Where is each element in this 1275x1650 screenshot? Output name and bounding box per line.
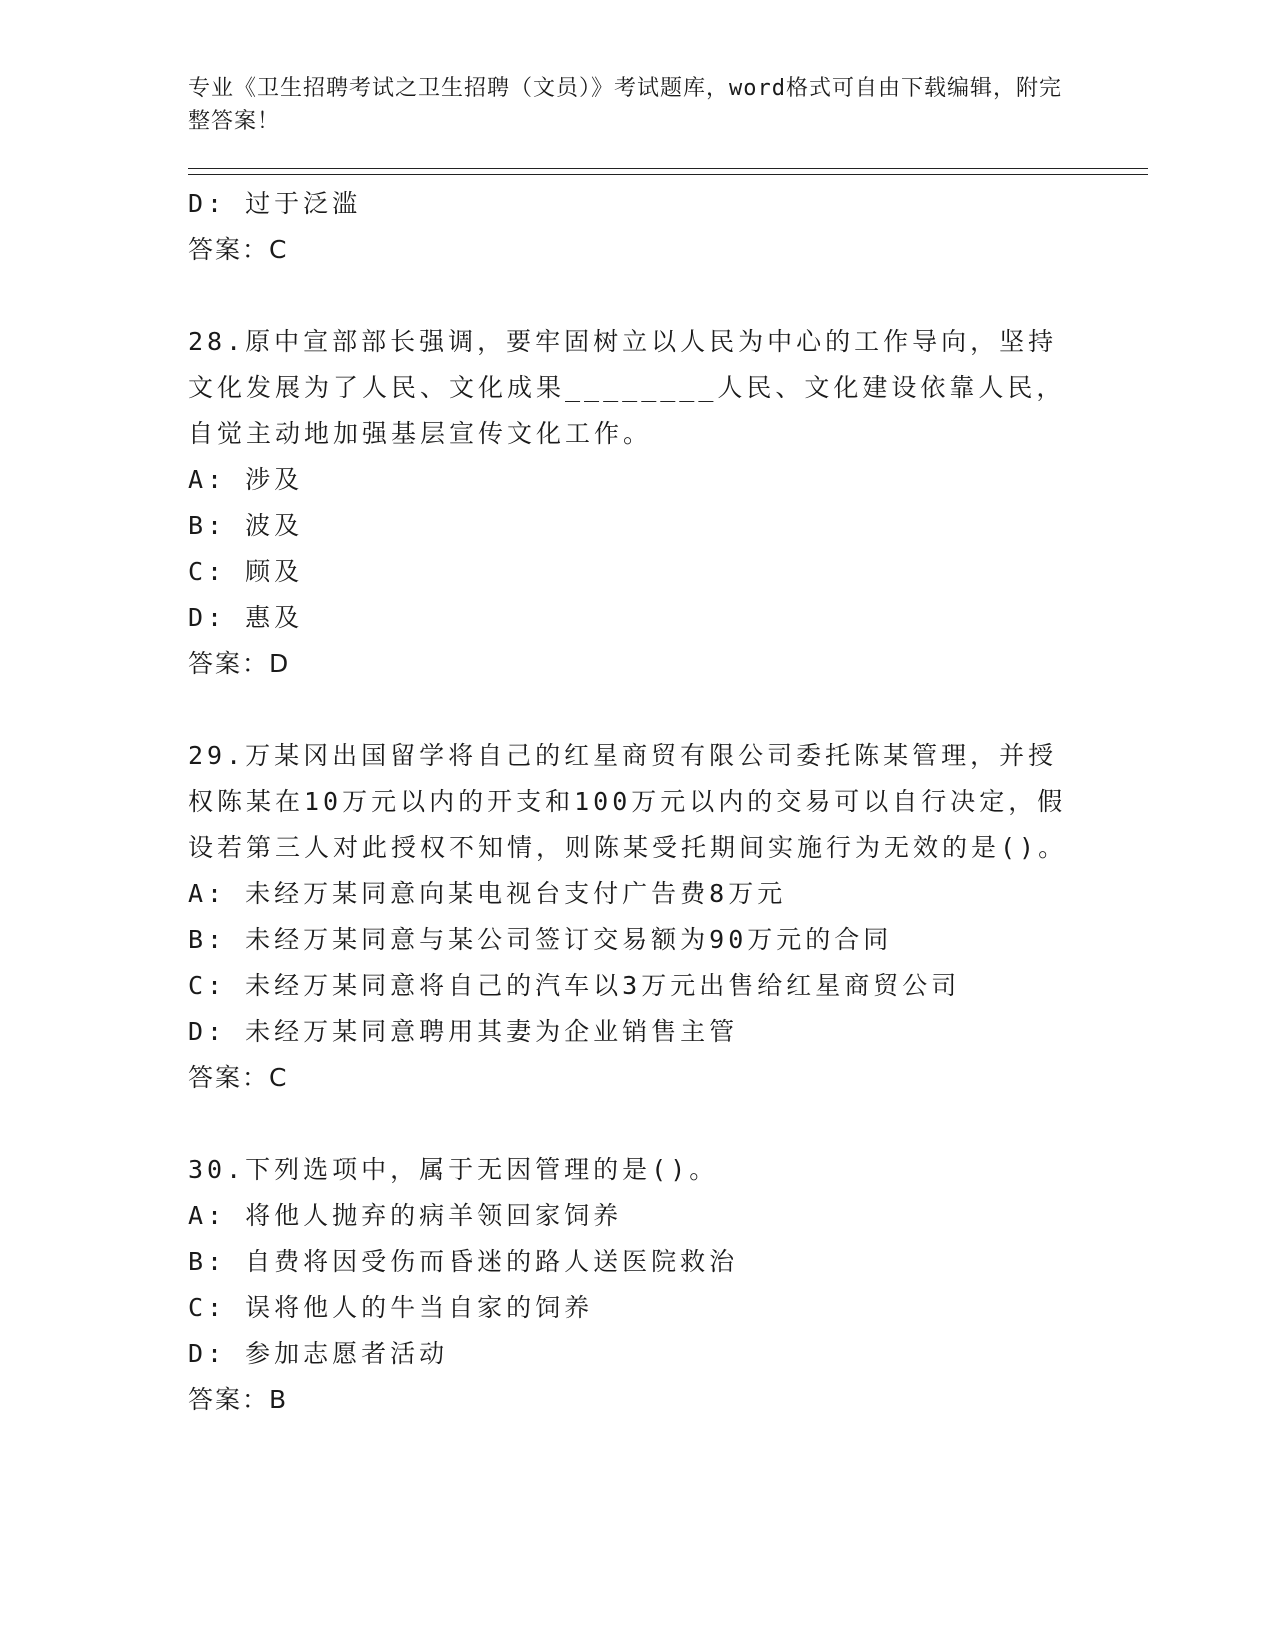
answer: 答案：D: [188, 649, 291, 678]
option-a: A: 将他人抛弃的病羊领回家饲养: [188, 1201, 623, 1230]
prev-answer: 答案：C: [188, 235, 289, 264]
document-body: [188, 181, 1148, 1423]
header-divider: [188, 168, 1148, 175]
option-c: C: 误将他人的牛当自家的饲养: [188, 1293, 594, 1322]
question-30: [188, 1147, 1148, 1423]
option-b: B: 未经万某同意与某公司签订交易额为90万元的合同: [188, 925, 893, 954]
option-d: D: 惠及: [188, 603, 304, 632]
answer: 答案：B: [188, 1385, 289, 1414]
option-a: A: 未经万某同意向某电视台支付广告费8万元: [188, 879, 787, 908]
document-page: [188, 72, 1148, 1423]
option-d: D: 参加志愿者活动: [188, 1339, 449, 1368]
option-b: B: 波及: [188, 511, 304, 540]
prev-option-d: D: 过于泛滥: [188, 189, 362, 218]
option-c: C: 顾及: [188, 557, 304, 586]
document-header: 专业《卫生招聘考试之卫生招聘（文员）》考试题库，word格式可自由下载编辑，附完整答案！: [188, 76, 1062, 134]
question-stem: 29.万某冈出国留学将自己的红星商贸有限公司委托陈某管理，并授权陈某在10万元以内的开支和100万元以内的交易可以自行决定，假设若第三人对此授权不知情，则陈某受托期间实施行为无效的是()。: [188, 741, 1068, 862]
option-b: B: 自费将因受伤而昏迷的路人送医院救治: [188, 1247, 739, 1276]
question-28: [188, 319, 1148, 687]
option-c: C: 未经万某同意将自己的汽车以3万元出售给红星商贸公司: [188, 971, 961, 1000]
answer: 答案：C: [188, 1063, 289, 1092]
question-stem: 28.原中宣部部长强调，要牢固树立以人民为中心的工作导向，坚持文化发展为了人民、文化成果________人民、文化建设依靠人民，自觉主动地加强基层宣传文化工作。: [188, 327, 1066, 448]
option-d: D: 未经万某同意聘用其妻为企业销售主管: [188, 1017, 739, 1046]
question-29: [188, 733, 1148, 1101]
question-stem: 30.下列选项中，属于无因管理的是()。: [188, 1155, 719, 1184]
option-a: A: 涉及: [188, 465, 304, 494]
